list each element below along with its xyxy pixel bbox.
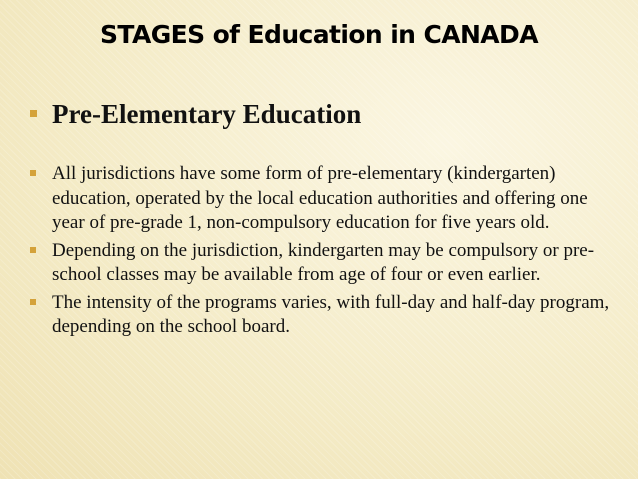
square-bullet-icon: [30, 299, 36, 305]
square-bullet-icon: [30, 170, 36, 176]
bullet-text: All jurisdictions have some form of pre-elementary (kindergarten) education, operated by the local education authorities and offering one year of pre-grade 1, non-compulsory education for five years old.: [52, 163, 588, 233]
bullet-item: [30, 162, 620, 236]
bullet-text: The intensity of the programs varies, with full-day and half-day program, depending on the school board.: [52, 291, 610, 337]
bullet-list: [30, 94, 620, 343]
heading-text: Pre-Elementary Education: [52, 99, 362, 129]
bullet-item: [30, 291, 620, 340]
bullet-heading: [30, 94, 620, 134]
bullet-item: [30, 239, 620, 288]
slide-title: STAGES of Education in CANADA: [100, 20, 538, 49]
square-bullet-icon: [30, 110, 37, 117]
bullet-text: Depending on the jurisdiction, kindergarten may be compulsory or pre-school classes may be available from age of four or even earlier.: [52, 239, 595, 285]
square-bullet-icon: [30, 247, 36, 253]
